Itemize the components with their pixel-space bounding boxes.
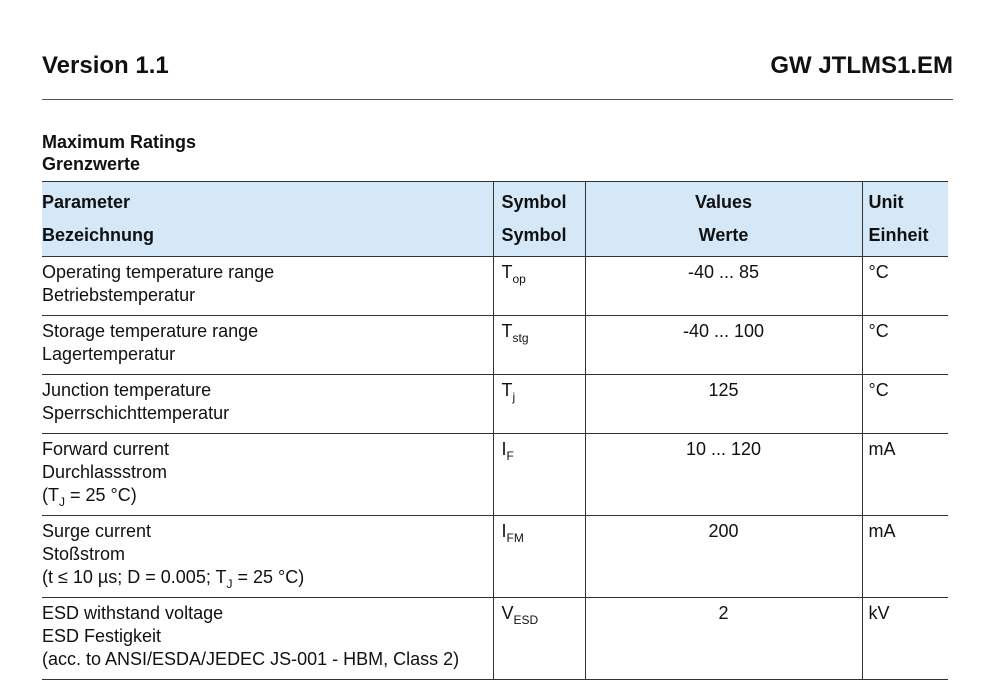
param-condition <box>42 484 493 507</box>
row-unit: °C <box>862 316 948 375</box>
header-parameter-en: Parameter <box>42 192 131 212</box>
row-value: 2 <box>585 598 862 680</box>
row-unit: °C <box>862 257 948 316</box>
header-unit-de: Einheit <box>868 225 929 245</box>
row-unit: °C <box>862 375 948 434</box>
condition-subscript: J <box>226 577 233 591</box>
table-row <box>42 598 948 680</box>
row-value: 200 <box>585 516 862 598</box>
param-en: Forward current <box>42 439 170 459</box>
symbol-letter: T <box>501 380 513 400</box>
row-unit: kV <box>862 598 948 680</box>
row-value: -40 ... 100 <box>585 316 862 375</box>
param-en: Surge current <box>42 521 152 541</box>
header-unit-en: Unit <box>868 192 904 212</box>
row-parameter <box>42 375 493 434</box>
condition-text-rest: = 25 °C) <box>65 485 137 505</box>
document-version: Version 1.1 <box>42 52 169 79</box>
param-de: Stoßstrom <box>42 544 126 564</box>
header-parameter <box>42 182 493 257</box>
header-divider <box>42 99 953 100</box>
param-condition <box>42 566 493 589</box>
maximum-ratings-table <box>42 181 948 680</box>
condition-text-rest: = 25 °C) <box>232 567 305 587</box>
row-symbol <box>493 516 585 598</box>
row-parameter <box>42 434 493 516</box>
table-row <box>42 316 948 375</box>
header-unit <box>862 182 948 257</box>
row-symbol <box>493 434 585 516</box>
symbol-letter: I <box>501 521 507 541</box>
table-row <box>42 516 948 598</box>
header-values <box>585 182 862 257</box>
symbol-subscript: op <box>512 272 526 286</box>
header-symbol-en: Symbol <box>501 192 567 212</box>
symbol-letter: T <box>501 262 513 282</box>
symbol-subscript: ESD <box>513 613 539 627</box>
product-code: GW JTLMS1.EM <box>770 52 953 79</box>
symbol-subscript: j <box>512 390 516 404</box>
table-row <box>42 257 948 316</box>
symbol-subscript: stg <box>512 331 529 345</box>
header-parameter-de: Bezeichnung <box>42 225 155 245</box>
row-parameter <box>42 598 493 680</box>
row-unit: mA <box>862 516 948 598</box>
row-symbol <box>493 598 585 680</box>
symbol-letter: V <box>501 603 514 623</box>
row-parameter <box>42 316 493 375</box>
table-row <box>42 434 948 516</box>
param-de: ESD Festigkeit <box>42 626 162 646</box>
param-de: Betriebstemperatur <box>42 285 196 305</box>
symbol-subscript: FM <box>506 531 524 545</box>
param-condition: (acc. to ANSI/ESDA/JEDEC JS-001 - HBM, Class 2) <box>42 649 460 669</box>
table-row <box>42 375 948 434</box>
page-header <box>42 52 953 82</box>
header-values-de: Werte <box>698 225 749 245</box>
row-value: 125 <box>585 375 862 434</box>
param-en: ESD withstand voltage <box>42 603 224 623</box>
row-symbol <box>493 316 585 375</box>
row-unit: mA <box>862 434 948 516</box>
condition-subscript: J <box>59 495 65 509</box>
param-en: Junction temperature <box>42 380 212 400</box>
section-title-de: Grenzwerte <box>42 154 141 174</box>
condition-text: (t ≤ 10 µs; D = 0.005; T <box>42 567 227 587</box>
condition-text: (T <box>42 485 59 505</box>
row-symbol <box>493 375 585 434</box>
row-parameter <box>42 257 493 316</box>
header-symbol <box>493 182 585 257</box>
param-de: Sperrschichttemperatur <box>42 403 230 423</box>
row-symbol <box>493 257 585 316</box>
header-symbol-de: Symbol <box>501 225 567 245</box>
row-parameter <box>42 516 493 598</box>
param-de: Durchlassstrom <box>42 462 168 482</box>
header-values-en: Values <box>694 192 753 212</box>
param-en: Operating temperature range <box>42 262 275 282</box>
param-de: Lagertemperatur <box>42 344 176 364</box>
param-en: Storage temperature range <box>42 321 259 341</box>
symbol-letter: I <box>501 439 507 459</box>
table-header-row <box>42 182 948 257</box>
section-title <box>42 131 196 175</box>
symbol-letter: T <box>501 321 513 341</box>
section-title-en: Maximum Ratings <box>42 132 197 152</box>
symbol-subscript: F <box>506 449 514 463</box>
row-value: -40 ... 85 <box>585 257 862 316</box>
row-value: 10 ... 120 <box>585 434 862 516</box>
